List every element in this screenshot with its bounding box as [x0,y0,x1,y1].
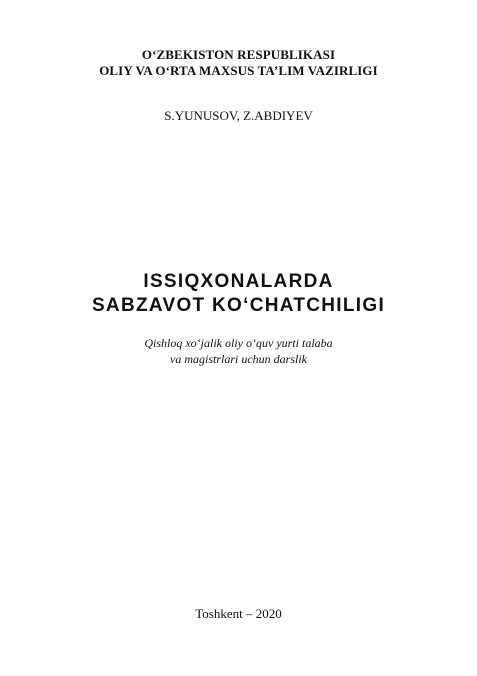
authors: S.YUNUSOV, Z.ABDIYEV [164,108,313,123]
place-year: Toshkent – 2020 [195,606,282,621]
ministry-line-1: O‘ZBEKISTON RESPUBLIKASI [141,47,336,62]
ministry-line-2: OLIY VA O‘RTA MAXSUS TA’LIM VAZIRLIGI [99,63,378,78]
subtitle-line-2: va magistrlari uchun darslik [170,352,307,366]
subtitle-line-1: Qishloq xo‘jalik oliy o‘quv yurti talaba [144,336,333,350]
book-title-line-2: SABZAVOT KO‘CHATCHILIGI [91,295,386,316]
book-title-line-1: ISSIQXONALARDA [143,271,334,292]
